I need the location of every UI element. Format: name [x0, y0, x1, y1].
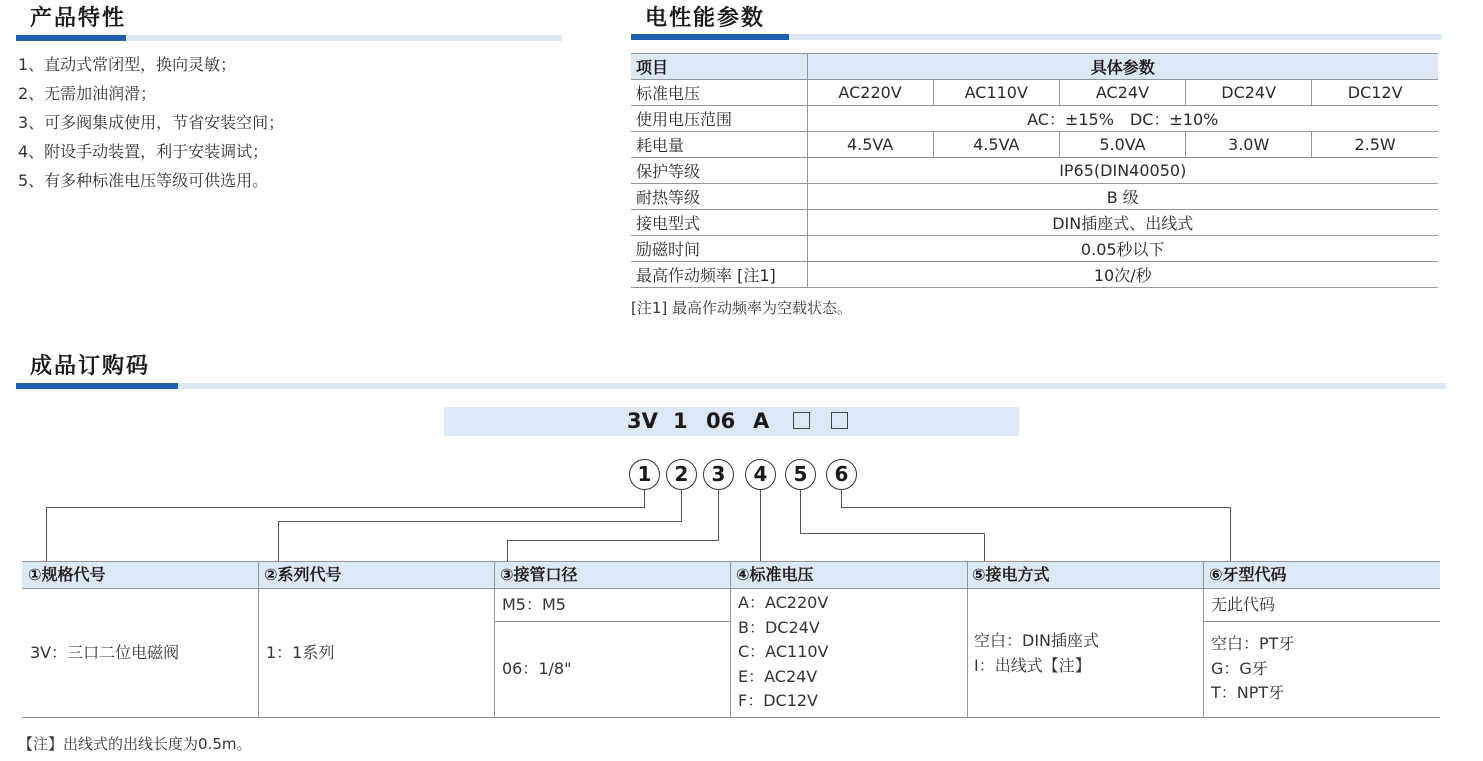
- order-header-thread: ⑥牙型代码: [1209, 565, 1287, 584]
- ordering-title: 成品订购码: [30, 354, 151, 379]
- spec-cell: DC24V: [1186, 80, 1312, 106]
- code-blank-box-5: [793, 412, 810, 429]
- order-wiring-lead: I：出线式【注】: [974, 655, 1091, 675]
- feature-item-1: 1、直动式常闭型，换向灵敏；: [18, 55, 237, 74]
- circle-marker-1: 1: [629, 459, 660, 490]
- order-port-m5: M5：M5: [502, 595, 566, 614]
- feature-item-4: 4、附设手动装置，利于安装调试；: [18, 142, 269, 161]
- spec-row-excitation: [631, 236, 1438, 262]
- spec-row-power: [631, 132, 1438, 158]
- electrical-title: 电性能参数: [645, 6, 766, 31]
- order-thread-pt: 空白：PT牙: [1211, 634, 1295, 653]
- spec-cell: AC：±15% DC：±10%: [807, 106, 1438, 132]
- features-title: 产品特性: [30, 6, 127, 31]
- spec-cell: 4.5VA: [807, 132, 933, 158]
- code-part-2: 1: [673, 409, 688, 433]
- spec-row-range: [631, 106, 1438, 132]
- spec-cell: 2.5W: [1312, 132, 1438, 158]
- spec-row-voltage: [631, 80, 1438, 106]
- order-wiring-din: 空白：DIN插座式: [974, 631, 1100, 650]
- order-series-value: 1：1系列: [266, 643, 335, 662]
- code-part-4: A: [753, 409, 770, 433]
- order-voltage-c: C：AC110V: [738, 642, 829, 661]
- circle-marker-2: 2: [666, 459, 697, 490]
- spec-cell: 3.0W: [1186, 132, 1312, 158]
- electrical-note: [注1] 最高作动频率为空载状态。: [631, 299, 853, 317]
- order-wiring-list: [974, 629, 1099, 678]
- spec-cell: DC12V: [1312, 80, 1438, 106]
- code-part-3: 06: [706, 409, 736, 433]
- spec-label: 接电型式: [631, 210, 807, 236]
- spec-row-heat: [631, 184, 1438, 210]
- spec-cell: 5.0VA: [1059, 132, 1185, 158]
- electrical-rule-accent: [631, 34, 789, 40]
- spec-row-frequency: [631, 262, 1438, 288]
- features-rule-accent: [16, 35, 126, 41]
- spec-row-wiring: [631, 210, 1438, 236]
- ordering-note: 【注】出线式的出线长度为0.5m。: [18, 735, 252, 753]
- order-thread-list: [1211, 632, 1294, 706]
- spec-label: 耐热等级: [631, 184, 807, 210]
- order-thread-npt: T：NPT牙: [1211, 683, 1285, 702]
- order-header-series: ②系列代号: [264, 565, 342, 584]
- order-header-voltage: ④标准电压: [736, 565, 814, 584]
- spec-cell: IP65(DIN40050): [807, 158, 1438, 184]
- order-voltage-list: [738, 591, 829, 714]
- order-spec-value: 3V：三口二位电磁阀: [30, 643, 180, 662]
- ordering-rule: [16, 383, 1446, 389]
- circle-marker-6: 6: [826, 459, 857, 490]
- spec-cell: 10次/秒: [807, 262, 1438, 288]
- circle-marker-3: 3: [703, 459, 734, 490]
- spec-label: 耗电量: [631, 132, 807, 158]
- ordering-rule-accent: [16, 383, 178, 389]
- spec-header-row: [631, 54, 1438, 80]
- feature-item-2: 2、无需加油润滑；: [18, 84, 157, 103]
- spec-label: 使用电压范围: [631, 106, 807, 132]
- feature-item-5: 5、有多种标准电压等级可供选用。: [18, 171, 269, 190]
- spec-label: 最高作动频率 [注1]: [631, 262, 807, 288]
- spec-cell: AC110V: [933, 80, 1059, 106]
- order-voltage-a: A：AC220V: [738, 593, 829, 612]
- order-voltage-f: F：DC12V: [738, 691, 819, 710]
- order-voltage-b: B：DC24V: [738, 617, 820, 637]
- order-voltage-e: E：AC24V: [738, 666, 818, 686]
- spec-cell: 0.05秒以下: [807, 236, 1438, 262]
- spec-cell: 4.5VA: [933, 132, 1059, 158]
- order-thread-g: G：G牙: [1211, 658, 1268, 678]
- circle-marker-5: 5: [785, 459, 816, 490]
- code-part-1: 3V: [627, 409, 658, 433]
- spec-label: 励磁时间: [631, 236, 807, 262]
- order-header-port: ③接管口径: [500, 565, 578, 584]
- order-header-spec: ①规格代号: [28, 565, 106, 584]
- spec-row-protection: [631, 158, 1438, 184]
- code-blank-box-6: [831, 412, 848, 429]
- spec-header-item: 项目: [631, 54, 807, 80]
- spec-label: 保护等级: [631, 158, 807, 184]
- spec-cell: AC24V: [1059, 80, 1185, 106]
- spec-cell: B 级: [807, 184, 1438, 210]
- spec-cell: AC220V: [807, 80, 933, 106]
- electrical-spec-table: [631, 53, 1438, 288]
- circle-marker-4: 4: [745, 459, 776, 490]
- order-header-wiring: ⑤接电方式: [972, 565, 1050, 584]
- feature-item-3: 3、可多阀集成使用，节省安装空间；: [18, 113, 285, 132]
- spec-cell: DIN插座式、出线式: [807, 210, 1438, 236]
- order-port-06: 06：1/8": [502, 659, 572, 678]
- spec-header-params: 具体参数: [807, 54, 1438, 80]
- spec-label: 标准电压: [631, 80, 807, 106]
- order-thread-none: 无此代码: [1211, 595, 1276, 614]
